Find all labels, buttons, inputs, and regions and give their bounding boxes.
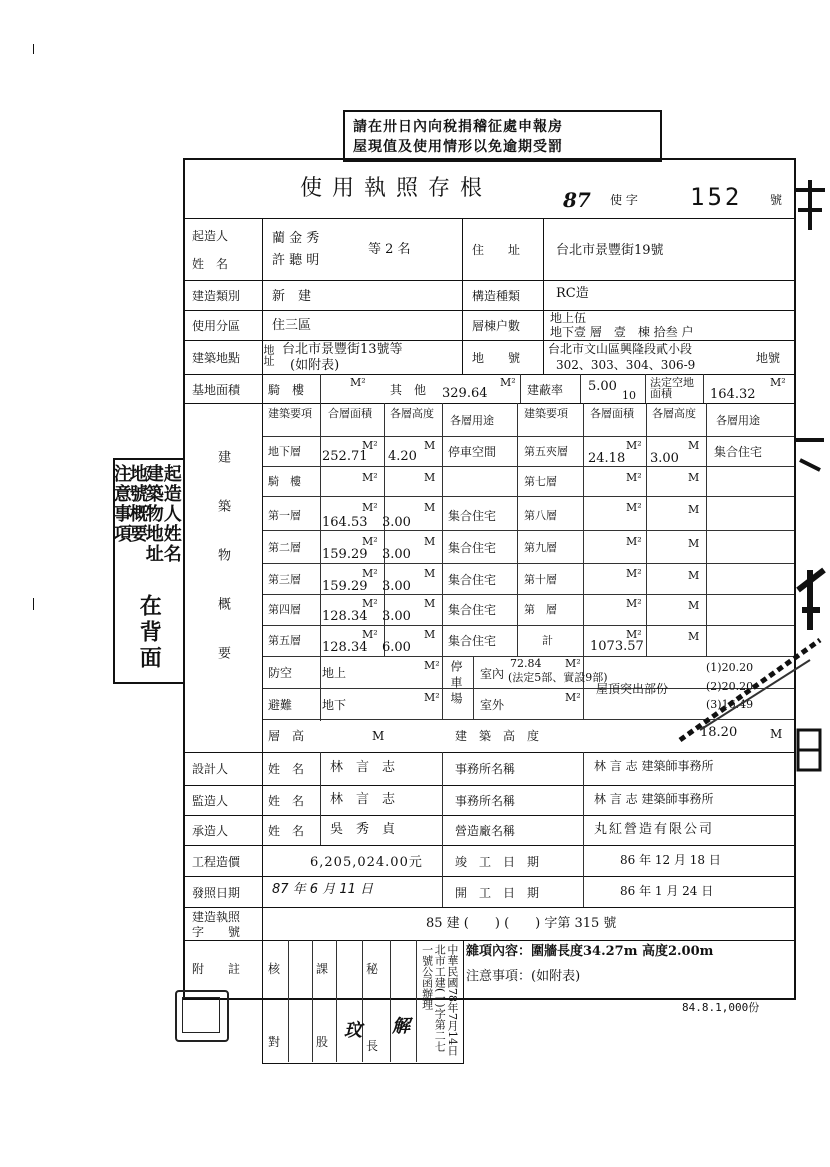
structure-value: RC造 [556,286,589,301]
floor-name: 第五層 [268,634,301,647]
unit-m: M [688,503,700,516]
header-right-area: 各層面積 [590,407,634,420]
floor-area: 128.34 [322,609,368,624]
unit-m2: M² [362,501,378,514]
floor-height: 3.00 [382,547,411,562]
binding-mark [33,44,34,54]
structure-label: 構造種類 [472,289,521,303]
lot-line-1: 台北市文山區興隆段貳小段 [548,342,693,356]
side-stamp-big-3: 面 [136,646,163,670]
zoning-value: 住三區 [272,318,312,333]
unit-m2: M² [626,535,642,548]
designer-office: 林 言 志 建築師事務所 [594,759,714,773]
floor-name: 第五夾層 [524,445,568,458]
floor-height: 6.00 [382,640,411,655]
approval-verify: 核 [268,962,281,976]
floor-name: 第四層 [268,603,301,616]
unit-m: M [688,439,700,452]
coverage-label: 建蔽率 [527,383,564,397]
floor-name: 計 [542,634,553,647]
floor-use: 集合住宅 [714,445,763,459]
shelter-above-unit: M² [424,659,440,672]
contractor-name: 吳 秀 貞 [330,822,396,837]
approval-check: 對 [268,1035,281,1049]
supervisor-office-label: 事務所名稱 [455,794,516,808]
location-address: 台北市景豐街13號等 [282,342,403,357]
unit-m: M [424,628,436,641]
supervisor-name: 林 言 志 [330,792,396,807]
parking-indoor-value: 72.84 [510,657,542,670]
lot-line-2: 302、303、304、306-9 [556,358,696,372]
side-stamp-big-1: 在 [136,594,163,618]
approval-unit: 股 [316,1035,329,1049]
roof-value-3: (3)16.49 [706,698,754,711]
shelter-label-2: 避難 [268,698,293,712]
shelter-below: 地下 [322,698,347,712]
floors-line-1: 地上伍 [550,311,587,325]
contractor-name-label: 姓 名 [268,824,305,838]
approval-secretary: 秘 [366,962,379,976]
unit-m2: M² [362,567,378,580]
header-right-item: 建築要項 [524,407,568,420]
zoning-label: 使用分區 [192,319,241,333]
owner-label-2: 姓 名 [192,257,229,271]
binding-mark [33,598,34,610]
parking-indoor-note: (法定5部、實設9部) [508,671,608,684]
side-stamp [110,458,185,684]
handwritten-mark-2: 解 [392,1016,410,1037]
location-address-note: (如附表) [290,358,340,373]
building-height-value: 18.20 [700,725,738,740]
section-label: 建築物概要 [215,450,230,695]
coverage-denominator: 10 [622,389,636,402]
owner-name-2: 許 聽 明 [272,253,320,268]
floor-name: 第 層 [524,603,557,616]
building-type-value: 新 建 [272,289,312,304]
header-right-height: 各層高度 [652,407,696,420]
roof-value-2: (2)20.20 [706,680,754,693]
floor-height: 4.20 [388,449,417,464]
designer-label: 設計人 [192,762,229,776]
arcade-unit: M² [350,376,366,389]
unit-m2: M² [362,439,378,452]
form-code: 84.8.1,000份 [682,1001,760,1014]
other-label: 其 他 [390,383,427,397]
shelter-above: 地上 [322,666,347,680]
parking-outdoor-unit: M² [565,691,581,704]
open-space-unit: M² [770,376,786,389]
shelter-label-1: 防空 [268,666,293,680]
floor-area: 159.29 [322,547,368,562]
roof-value-1: (1)20.20 [706,661,754,674]
floor-name: 第一層 [268,509,301,522]
floors-line-2: 地下壹 層 壹 棟 拾叁 户 [550,325,694,339]
approval-chief: 長 [366,1039,379,1053]
floor-height: 3.00 [650,451,679,466]
floor-use: 集合住宅 [448,573,497,587]
floor-name: 第三層 [268,573,301,586]
floors-label: 層棟户數 [472,319,521,333]
permit-value: 85 建 ( ) ( ) 字第 315 號 [426,916,617,931]
open-space-label: 法定空地面積 [650,376,694,400]
open-space-value: 164.32 [710,387,756,402]
unit-m: M [688,537,700,550]
permit-category: 使 字 [610,193,638,207]
floor-name: 騎 樓 [268,475,301,488]
building-height-unit: M [770,727,783,741]
fax-note: 中華民國78年7月14日北市工建(一)字第二七一號公函辦理 [420,944,459,1056]
floor-height: 3.00 [382,515,411,530]
unit-m2: M² [362,597,378,610]
floor-area: 252.71 [322,449,368,464]
unit-m: M [424,567,436,580]
number-suffix: 號 [770,193,783,207]
side-stamp-line-2: 建築物地址 [142,464,164,564]
notice-line-1: 請在卅日內向稅捐稽征處申報房 [353,119,563,135]
floor-area-total: 1073.57 [590,639,644,654]
arcade-label: 騎 樓 [268,383,305,397]
floor-height-label: 層 高 [268,729,305,743]
parking-indoor-unit: M² [565,657,581,670]
floor-use: 集合住宅 [448,603,497,617]
header-left-height: 各層高度 [390,407,434,420]
coverage-value: 5.00 [588,379,617,394]
floor-name: 第九層 [524,541,557,554]
completion-label: 竣 工 日 期 [455,855,540,869]
parking-label: 停車場 [449,660,463,708]
floor-area: 159.29 [322,579,368,594]
floor-height: 3.00 [382,579,411,594]
side-stamp-line-4: 注意事項 [110,464,132,544]
header-left-area: 合層面積 [328,407,372,420]
designer-name-label: 姓 名 [268,762,305,776]
unit-m: M [688,569,700,582]
unit-m2: M² [626,471,642,484]
start-label: 開 工 日 期 [455,886,540,900]
lot-suffix: 地號 [756,351,781,365]
header-left-use: 各層用途 [450,414,494,427]
roof-label: 屋頂突出部份 [596,682,669,696]
unit-m2: M² [626,439,642,452]
issue-date: 87 年 6 月 11 日 [272,882,374,897]
side-stamp-line-1: 起造人姓名 [160,464,182,564]
unit-m: M [424,439,436,452]
misc-content: 雜項內容：圍牆長度34.27m 高度2.00m [466,944,714,959]
owner-label-1: 起造人 [192,229,229,243]
year-number: 87 [563,188,591,212]
header-right-use: 各層用途 [716,414,760,427]
parking-outdoor-label: 室外 [480,698,505,712]
unit-m2: M² [626,628,642,641]
building-type-label: 建造類別 [192,289,241,303]
owner-name-1: 藺 金 秀 [272,231,320,246]
owner-address: 台北市景豐街19號 [556,243,664,258]
remarks-label: 附 註 [192,962,241,976]
building-height-label: 建築高度 [455,729,552,743]
floor-height: 3.00 [382,609,411,624]
margin-stamp-fragment [790,170,830,790]
parking-indoor-label: 室內 [480,667,505,681]
floor-use: 集合住宅 [448,509,497,523]
unit-m: M [688,471,700,484]
unit-m: M [424,471,436,484]
owner-count: 等 2 名 [368,242,411,257]
notice-box [343,110,662,162]
supervisor-label: 監造人 [192,794,229,808]
other-unit: M² [500,376,516,389]
floor-use: 集合住宅 [448,634,497,648]
owner-address-label: 住 址 [472,243,521,257]
unit-m: M [424,501,436,514]
unit-m2: M² [362,471,378,484]
floor-name: 第七層 [524,475,557,488]
approval-section: 課 [316,962,329,976]
completion-date: 86 年 12 月 18 日 [620,853,721,867]
side-stamp-big-2: 背 [136,620,163,644]
form-title: 使用執照存根 [300,176,493,201]
header-left-item: 建築要項 [268,407,312,420]
permit-label-1: 建造執照 [192,910,241,924]
other-value: 329.64 [442,386,488,401]
location-label: 建築地點 [192,351,241,365]
designer-name: 林 言 志 [330,760,396,775]
archive-seal [175,990,229,1042]
supervisor-office: 林 言 志 建築師事務所 [594,792,714,806]
start-date: 86 年 1 月 24 日 [620,884,714,898]
contractor-company: 丸紅營造有限公司 [594,822,715,837]
notice-line-2: 屋現值及使用情形以免逾期受罰 [353,139,563,155]
floor-name: 第二層 [268,541,301,554]
unit-m: M [688,599,700,612]
floor-name: 第十層 [524,573,557,586]
floor-area: 24.18 [588,451,626,466]
floor-use: 停車空間 [448,445,497,459]
unit-m2: M² [362,535,378,548]
permit-label-2: 字 號 [192,925,241,939]
designer-office-label: 事務所名稱 [455,762,516,776]
shelter-below-unit: M² [424,691,440,704]
remarks-note: 注意事項：(如附表) [466,969,581,984]
contractor-company-label: 營造廠名稱 [455,824,516,838]
unit-m: M [688,630,700,643]
site-area-label: 基地面積 [192,383,241,397]
floor-height-unit: M [372,729,385,743]
cost-value: 6,205,024.00元 [310,855,423,870]
floor-area: 164.53 [322,515,368,530]
floor-name: 第八層 [524,509,557,522]
location-address-label: 地址 [262,344,275,366]
floor-area: 128.34 [322,640,368,655]
unit-m2: M² [626,597,642,610]
permit-number: 152 [690,183,743,211]
unit-m2: M² [626,501,642,514]
unit-m: M [424,535,436,548]
unit-m: M [424,597,436,610]
unit-m2: M² [626,567,642,580]
handwritten-mark-1: 玟 [344,1020,362,1041]
floor-use: 集合住宅 [448,541,497,555]
unit-m2: M² [362,628,378,641]
side-stamp-line-3: 地號概要 [126,464,148,544]
floor-name: 地下層 [268,445,301,458]
supervisor-name-label: 姓 名 [268,794,305,808]
lot-label: 地 號 [472,351,521,365]
cost-label: 工程造價 [192,855,241,869]
contractor-label: 承造人 [192,824,229,838]
issue-label: 發照日期 [192,886,241,900]
